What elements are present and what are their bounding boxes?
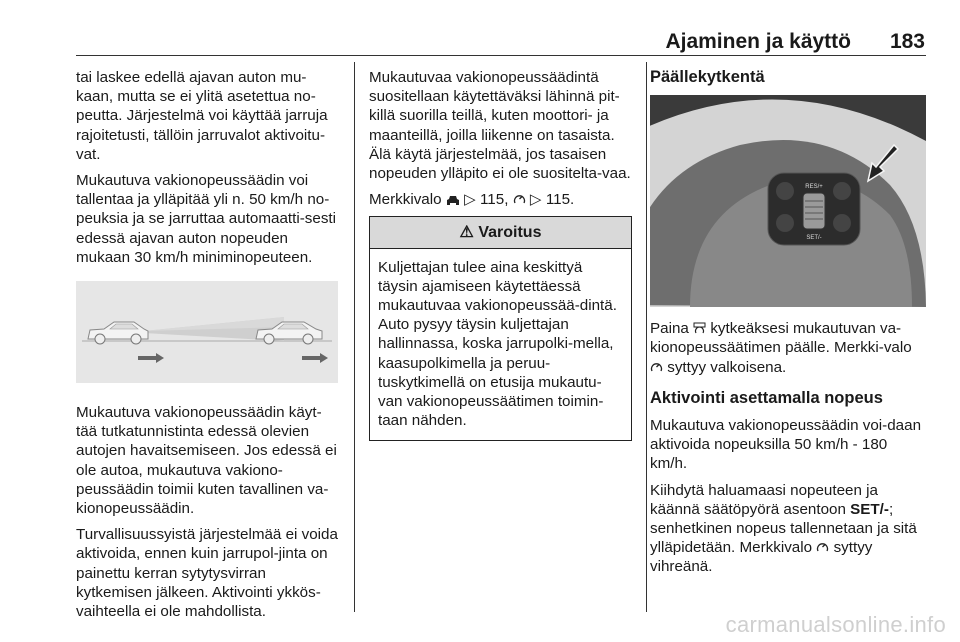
paragraph: Mukautuva vakionopeussäädin voi tallentaa ja ylläpitää yli n. 50 km/h no-peuksia ja se jarruttaa automaatti-sesti edessä ajavan auton nopeuden mukaan 30 km/h miniminopeuteen.	[76, 172, 337, 266]
radar-illustration	[76, 281, 338, 383]
cancel-button-icon	[833, 214, 851, 232]
set-label: SET/-	[806, 235, 822, 242]
radar-figure-svg	[76, 281, 338, 383]
warning-header	[370, 217, 631, 248]
steering-wheel-svg	[650, 95, 926, 307]
column-divider-2	[646, 62, 647, 612]
steering-wheel-illustration	[650, 95, 926, 307]
car-indicator-icon	[446, 191, 464, 208]
cruise-indicator-icon	[816, 539, 833, 556]
header-rule	[76, 55, 926, 56]
thumbwheel-icon	[803, 193, 825, 229]
paragraph: Mukautuva vakionopeussäädin voi-daan aktivoida nopeuksilla 50 km/h - 180 km/h.	[650, 417, 922, 473]
column-1	[76, 68, 338, 628]
header-title: Ajaminen ja käyttö	[665, 30, 851, 53]
page-reference-icon: ▷	[464, 191, 476, 209]
arrow-right-icon	[302, 353, 328, 363]
cruise-indicator-icon	[513, 191, 530, 208]
column-2	[369, 68, 632, 441]
cruise-off-button-icon	[776, 214, 794, 232]
warning-box	[369, 216, 632, 441]
page-number: 183	[889, 30, 925, 53]
cruise-indicator-icon	[650, 359, 667, 376]
distance-button-icon	[776, 182, 794, 200]
paragraph: Turvallisuussyistä järjestelmää ei voida aktivoida, ennen kuin jarrupol-jinta on painettu kerran sytytysvirran kytkemisen jälkeen. Aktivointi ykkös-vaihteella ei ole mahdollista.	[76, 526, 338, 621]
set-button-label: SET/-	[850, 500, 889, 518]
page-reference-icon: ▷	[529, 191, 542, 209]
paragraph: Paina kytkeäksesi mukautuvan va-kionopeussäätimen päälle. Merkki-valo syttyy valkoisena.	[650, 320, 912, 376]
column-divider-1	[354, 62, 355, 612]
warning-triangle-icon: ⚠	[459, 224, 474, 242]
warning-text: Kuljettajan tulee aina keskittyä täysin ajamiseen käytettäessä mukautuvaa vakionopeussää-dintä. Auto pysyy täysin kuljettajan hallinnassa, koska jarrupolki-mella, kaasupolkimella ja peruu-tuskytkimellä on etusija mukautu-van vakionopeussäätimen toimin-taan nähden.	[378, 258, 617, 430]
paragraph: Mukautuvaa vakionopeussäädintä suositellaan käytettäväksi lähinnä pit-killä suorilla teillä, kuten moottori- ja maanteillä, joilla liikenne on tasaista. Älä käytä järjestelmää, jos tasaisen nopeuden ylläpito ei ole suositelta-vaa.	[369, 69, 631, 183]
watermark: carmanualsonline.info	[725, 612, 946, 637]
section-heading: Aktivointi asettamalla nopeus	[650, 388, 883, 407]
warning-title: Varoitus	[478, 224, 542, 242]
adaptive-cruise-button-icon	[833, 182, 851, 200]
page-reference[interactable]: 115	[479, 191, 505, 209]
column-3	[650, 68, 926, 584]
page-reference[interactable]: 115.	[545, 191, 575, 209]
indicator-reference: Merkkivalo ▷ 115, ▷ 115.	[369, 191, 575, 209]
section-heading: Päällekytkentä	[650, 68, 765, 86]
arrow-right-icon	[138, 353, 164, 363]
res-label: RES/+	[805, 184, 823, 191]
adaptive-cruise-button-symbol-icon	[693, 320, 710, 337]
paragraph: Kiihdytä haluamaasi nopeuteen ja käännä säätöpyörä asentoon SET/-; senhetkinen nopeus tallennetaan ja sitä ylläpidetään. Merkkivalo syttyy vihreänä.	[650, 481, 917, 576]
paragraph: Mukautuva vakionopeussäädin käyt-tää tutkatunnistinta edessä olevien autojen havaitsemiseen. Jos edessä ei ole autoa, mukautuva vakiono-peussäädin toimii kuten tavallinen va-kionopeussäädin.	[76, 404, 337, 518]
paragraph: tai laskee edellä ajavan auton mu-kaan, mutta se ei ylitä asetettua no-peutta. Järjestelmä voi käyttää jarruja rajoitetusti, tällöin jarruvalot aktivoitu-vat.	[76, 69, 328, 163]
